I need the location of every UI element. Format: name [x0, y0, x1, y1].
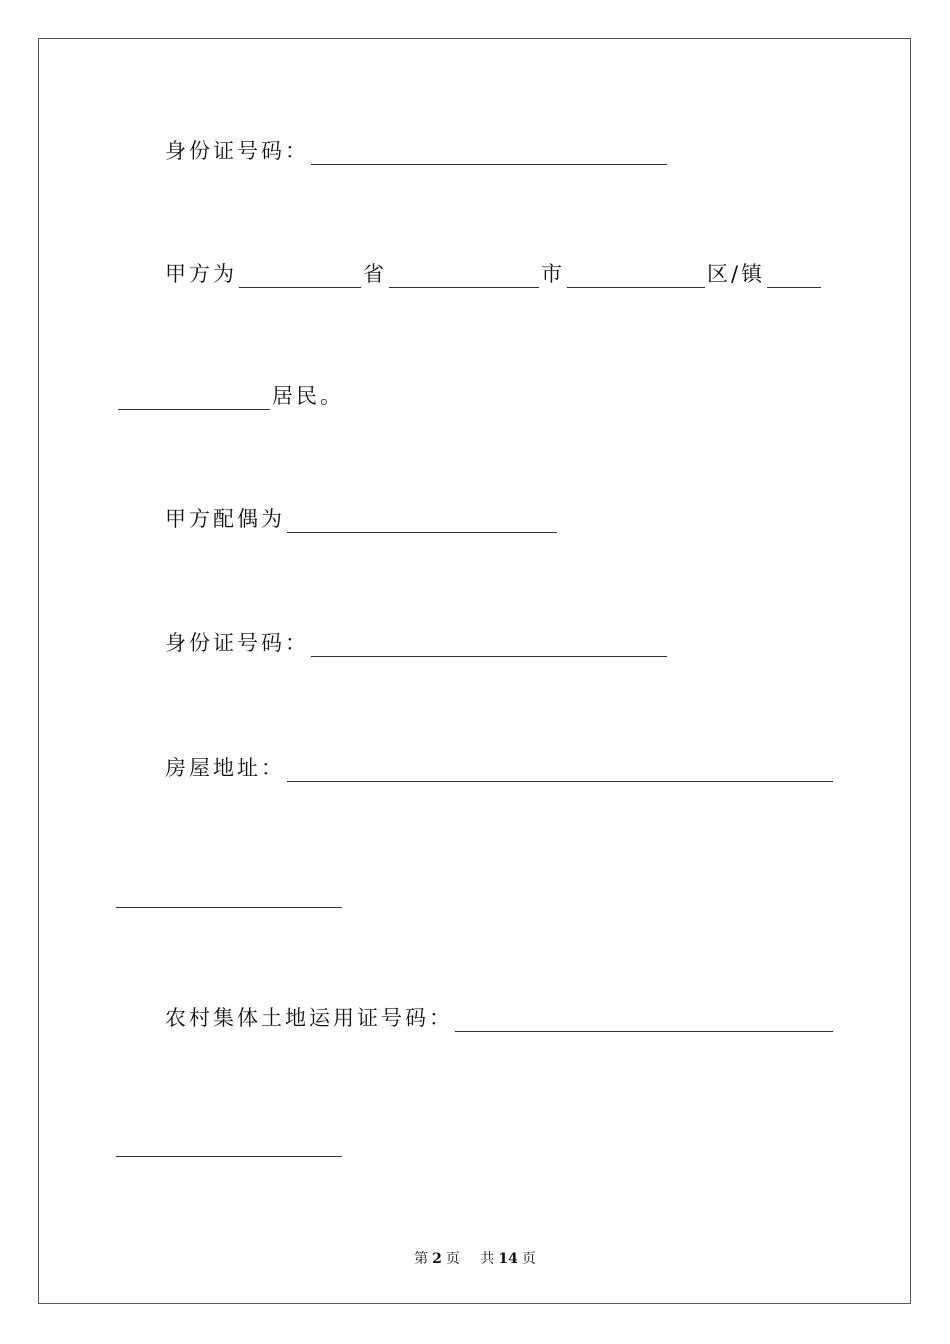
id-number-label-2: 身份证号码： [165, 631, 309, 655]
land-cert-field[interactable] [455, 1009, 833, 1032]
spouse-row [165, 503, 559, 533]
land-cert-field-continuation[interactable] [116, 1155, 342, 1157]
page-label: 第 [414, 1251, 429, 1267]
town-field-start[interactable] [767, 265, 821, 288]
spouse-id-number-field[interactable] [311, 634, 667, 657]
city-field[interactable] [389, 265, 539, 288]
id-number-row-1 [165, 135, 669, 165]
page-border [38, 38, 911, 1304]
resident-label: 居民。 [272, 384, 344, 408]
party-a-label: 甲方为 [165, 262, 237, 286]
province-field[interactable] [239, 265, 361, 288]
spouse-field[interactable] [287, 510, 557, 533]
city-label: 市 [541, 262, 565, 286]
id-number-field[interactable] [311, 142, 667, 165]
province-label: 省 [363, 262, 387, 286]
address-field[interactable] [287, 759, 833, 782]
id-number-row-2 [165, 627, 669, 657]
page-number: 2 [432, 1251, 442, 1267]
district-field[interactable] [567, 265, 705, 288]
total-unit: 页 [521, 1251, 536, 1267]
resident-row [116, 380, 344, 410]
page-footer [0, 1248, 950, 1268]
total-pages: 14 [498, 1251, 518, 1267]
address-field-continuation[interactable] [116, 906, 342, 908]
page-unit: 页 [445, 1251, 460, 1267]
id-number-label: 身份证号码： [165, 139, 309, 163]
address-label: 房屋地址： [165, 756, 285, 780]
town-field-end[interactable] [118, 387, 270, 410]
land-cert-row [165, 1002, 835, 1032]
spouse-label: 甲方配偶为 [165, 507, 285, 531]
total-label: 共 [480, 1251, 495, 1267]
address-row [165, 752, 835, 782]
page-indicator [410, 1251, 464, 1267]
total-indicator [476, 1251, 539, 1267]
party-a-location-row [165, 258, 823, 288]
land-cert-label: 农村集体土地运用证号码： [165, 1006, 453, 1030]
district-label: 区/镇 [707, 262, 766, 286]
